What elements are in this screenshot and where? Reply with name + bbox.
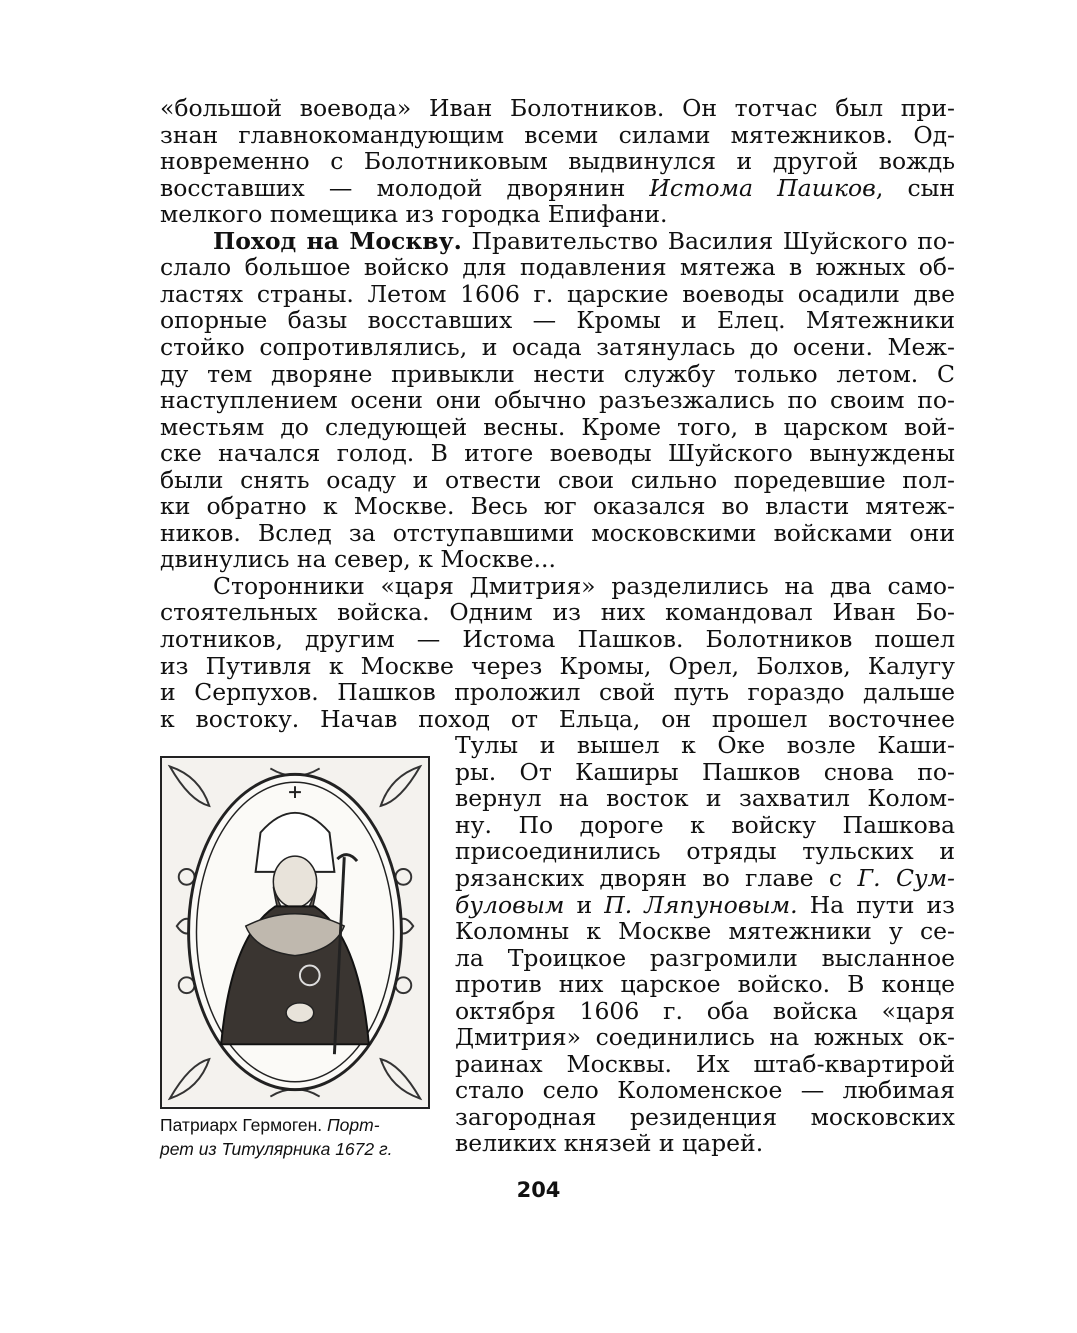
text-segment: ластях страны. Летом 1606 г. царские воеводы осадили две	[160, 279, 955, 308]
text-line	[455, 785, 955, 812]
text-line	[455, 1077, 955, 1104]
text-segment: великих князей и царей.	[455, 1129, 764, 1158]
text-segment: ры. От Каширы Пашков снова по-	[455, 757, 955, 786]
text-line	[455, 998, 955, 1025]
text-segment: Правительство Василия Шуйского по-	[461, 226, 955, 255]
text-line	[160, 361, 955, 388]
patriarch-portrait-image	[162, 758, 428, 1107]
text-line	[160, 653, 955, 680]
text-line	[160, 706, 955, 733]
text-segment: восставших — молодой дворянин	[160, 173, 650, 202]
text-line	[160, 307, 955, 334]
text-line	[455, 918, 955, 945]
text-segment: лотников, другим — Истома Пашков. Болотников пошел	[160, 625, 955, 653]
text-segment: местьям до следующей весны. Кроме того, в царском вой-	[160, 412, 955, 441]
text-segment: загородная резиденция московских	[455, 1102, 955, 1131]
text-segment: Тулы и вышел к Оке возле Каши-	[455, 731, 955, 760]
text-segment: и	[564, 890, 605, 919]
text-segment: раинах Москвы. Их штаб-квартирой	[455, 1049, 955, 1078]
text-segment: стоятельных войска. Одним из них командовал Иван Бо-	[160, 598, 955, 627]
text-segment: двинулись на север, к Москве...	[160, 545, 556, 574]
figure-caption-line-2: рет из Титулярника 1672 г.	[160, 1139, 393, 1159]
text-line	[160, 281, 955, 308]
text-line	[160, 122, 955, 149]
text-line	[455, 971, 955, 998]
text-segment: Сторонники «царя Дмитрия» разделились на два само-	[213, 571, 955, 600]
text-line	[160, 546, 955, 573]
text-line	[455, 1024, 955, 1051]
text-segment: Дмитрия» соединились на южных ок-	[455, 1023, 955, 1052]
text-line	[455, 812, 955, 839]
caption-italic-text: Порт-	[327, 1115, 380, 1135]
text-segment: ну. По дороге к войску Пашкова	[455, 810, 955, 839]
italic-text: буловым	[455, 890, 565, 919]
text-segment: ске начался голод. В итоге воеводы Шуйского вынуждены	[160, 439, 955, 468]
text-line	[455, 892, 955, 919]
text-line	[455, 759, 955, 786]
text-segment: наступлением осени они обычно разъезжались по своим по-	[160, 386, 955, 415]
text-segment: , сын	[875, 173, 955, 202]
text-segment: к востоку. Начав поход от Ельца, он прошел восточнее	[160, 704, 955, 733]
text-line	[455, 1104, 955, 1131]
text-line	[160, 599, 955, 626]
text-line	[160, 414, 955, 441]
text-segment: знан главнокомандующим всеми силами мятежников. Од-	[160, 120, 955, 149]
text-line	[455, 1130, 955, 1157]
text-line	[160, 387, 955, 414]
text-segment: мелкого помещика из городка Епифани.	[160, 200, 668, 229]
text-line	[455, 1051, 955, 1078]
text-line	[160, 334, 955, 361]
text-line	[455, 732, 955, 759]
text-line	[160, 679, 955, 706]
text-segment: опорные базы восставших — Кромы и Елец. Мятежники	[160, 306, 955, 335]
figure-caption-line-1	[160, 1113, 435, 1137]
text-segment: ла Троицкое разгромили высланное	[455, 943, 955, 972]
text-segment: ников. Вслед за отступавшими московскими войсками они	[160, 518, 955, 547]
text-segment: На пути из	[797, 890, 955, 919]
bold-heading-text: Поход на Москву.	[213, 226, 462, 255]
text-line	[455, 865, 955, 892]
text-line	[160, 148, 955, 175]
text-segment: октября 1606 г. оба войска «царя	[455, 996, 955, 1025]
text-segment: против них царское войско. В конце	[455, 970, 955, 999]
text-line	[160, 254, 955, 281]
text-segment: и Серпухов. Пашков проложил свой путь гораздо дальше	[160, 678, 955, 707]
text-segment: были снять осаду и отвести свои сильно поредевшие пол-	[160, 465, 955, 494]
text-line	[160, 520, 955, 547]
text-segment: рязанских дворян во главе с	[455, 863, 858, 892]
page-number: 204	[516, 1178, 561, 1202]
caption-plain-text: Патриарх Гермоген.	[160, 1115, 327, 1135]
text-line	[160, 201, 955, 228]
text-segment: «большой воевода» Иван Болотников. Он тотчас был при-	[160, 94, 955, 122]
text-segment: ду тем дворяне привыкли нести службу только летом. С	[160, 359, 955, 388]
text-line	[213, 573, 955, 600]
text-line	[213, 228, 955, 255]
text-line	[160, 493, 955, 520]
text-segment: новременно с Болотниковым выдвинулся и другой вождь	[160, 147, 955, 176]
text-line	[160, 175, 955, 202]
text-line	[160, 626, 955, 653]
text-segment: из Путивля к Москве через Кромы, Орел, Болхов, Калугу	[160, 651, 955, 680]
text-segment: стойко сопротивлялись, и осада затянулась до осени. Меж-	[160, 332, 955, 361]
italic-text: П. Ляпуновым.	[604, 890, 798, 919]
italic-text: Г. Сум-	[857, 863, 955, 892]
text-line	[455, 945, 955, 972]
text-segment: присоединились отряды тульских и	[455, 837, 955, 866]
portrait-figure	[160, 756, 430, 1109]
text-line	[160, 467, 955, 494]
text-segment: стало село Коломенское — любимая	[455, 1076, 955, 1105]
text-line	[455, 838, 955, 865]
text-segment: слало большое войско для подавления мятежа в южных об-	[160, 253, 955, 282]
text-line	[160, 95, 955, 122]
text-segment: вернул на восток и захватил Колом-	[455, 784, 955, 813]
text-line	[160, 440, 955, 467]
italic-text: Истома Пашков	[649, 173, 876, 202]
text-segment: ки обратно к Москве. Весь юг оказался во власти мятеж-	[160, 492, 955, 521]
text-segment: Коломны к Москве мятежники у се-	[455, 917, 955, 946]
